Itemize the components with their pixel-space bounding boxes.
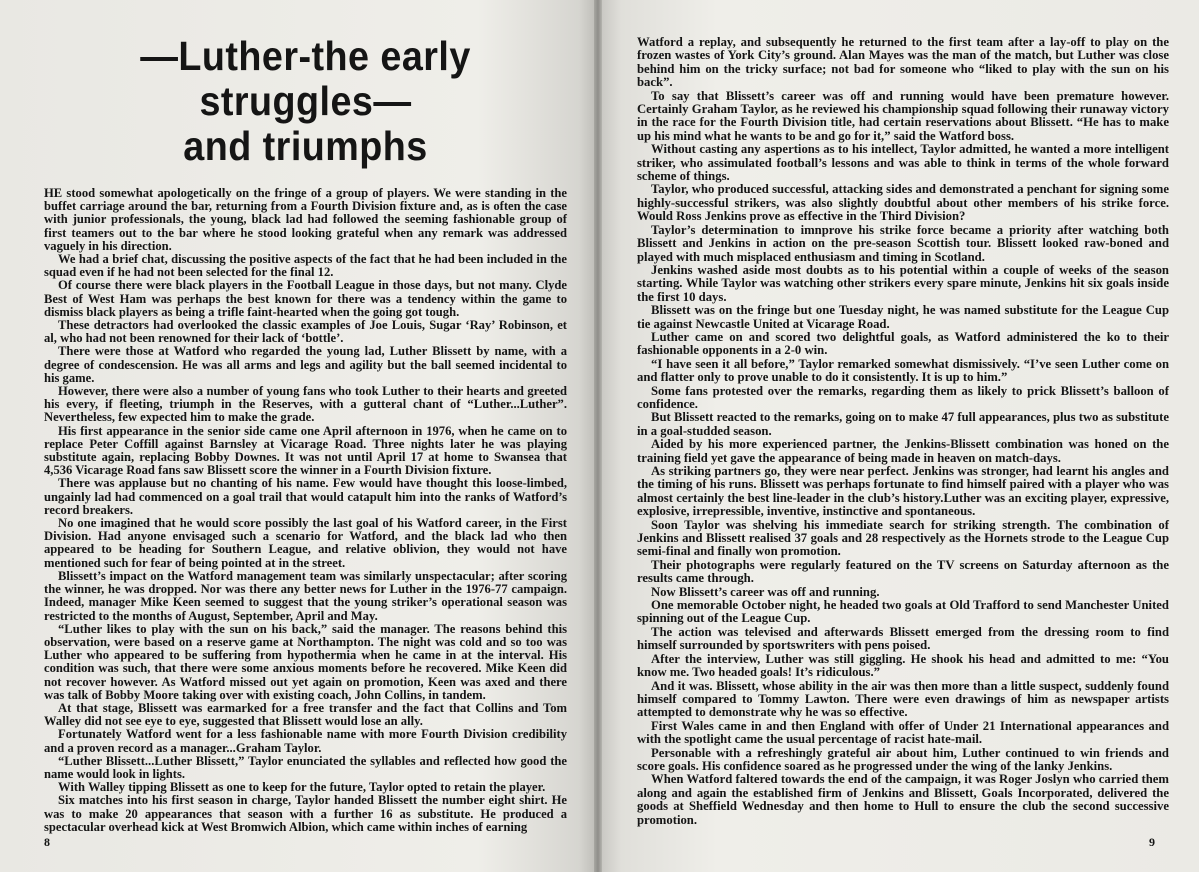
paragraph: Aided by his more experienced partner, the Jenkins-Blissett combination was honed on the training field yet gave the appearance of being made in heaven on match-days. — [637, 437, 1169, 465]
right-page-body — [637, 36, 1169, 827]
page-number: 8 — [44, 835, 50, 849]
paragraph: We had a brief chat, discussing the positive aspects of the fact that he had been included in the squad even if he had not been selected for the final 12. — [44, 252, 567, 280]
paragraph: As striking partners go, they were near perfect. Jenkins was stronger, had learnt his angles and the timing of his runs. Blissett was perhaps fortunate to find himself paired with a player who was almost certainly the best line-leader in the club’s history.Luther was an exciting player, expressive, explosive, irrepressible, inventive, instinctive and spontaneous. — [637, 464, 1169, 519]
paragraph: “Luther Blissett...Luther Blissett,” Taylor enunciated the syllables and reflected how good the name would look in lights. — [44, 753, 567, 781]
paragraph: The action was televised and afterwards Blissett emerged from the dressing room to find himself surrounded by sportswriters with pens poised. — [637, 624, 1169, 653]
paragraph: There was applause but no chanting of his name. Few would have thought this loose-limbed, ungainly lad had commenced on a goal trail that would catapult him into the ranks of Watford’s record breakers. — [44, 476, 567, 517]
paragraph: HE stood somewhat apologetically on the fringe of a group of players. We were standing in the buffet carriage around the bar, returning from a Fourth Division fixture and, as is often the case with junior professionals, the young, black lad had followed the seeming fashionable group of first teamers out to the bar where he stood looking grateful when any remark was addressed vaguely in his direction. — [44, 186, 567, 253]
paragraph: First Wales came in and then England with offer of Under 21 International appearances and with the spotlight came the usual percentage of racist hate-mail. — [637, 718, 1169, 747]
paragraph: When Watford faltered towards the end of the campaign, it was Roger Joslyn who carried them along and again the established firm of Jenkins and Blissett, Goals Incorporated, delivered the goods at Sheffield Wednesday and then home to Hull to ensure the club the second successive promotion. — [637, 772, 1169, 827]
paragraph: No one imagined that he would score possibly the last goal of his Watford career, in the First Division. Had anyone envisaged such a scenario for Watford, and the black lad who then appeared to be heading for Southern League, and relative oblivion, they would not have mentioned such for fear of being pointed at in the street. — [44, 516, 567, 570]
paragraph: At that stage, Blissett was earmarked for a free transfer and the fact that Collins and Tom Walley did not see eye to eye, suggested that Blissett would lose an ally. — [44, 700, 567, 729]
paragraph: Fortunately Watford went for a less fashionable name with more Fourth Division credibility and a proven record as a manager...Graham Taylor. — [44, 727, 567, 755]
paragraph: Blissett’s impact on the Watford management team was similarly unspectacular; after scoring the winner, he was dropped. Nor was there any better news for Luther in the 1976-77 campaign. Indeed, manager Mike Keen seemed to suggest that the young striker’s operational season was restricted to the months of August, September, April and May. — [44, 568, 567, 623]
paragraph: One memorable October night, he headed two goals at Old Trafford to send Manchester United spinning out of the League Cup. — [637, 598, 1169, 626]
paragraph: His first appearance in the senior side came one April afternoon in 1976, when he came on to replace Peter Coffill against Barnsley at Vicarage Road. Three nights later he was playing substitute again, replacing Bobby Downes. It was not until April 17 at home to Swansea that 4,536 Vicarage Road fans saw Blissett score the winner in a Fourth Division fixture. — [44, 423, 567, 478]
paragraph: Of course there were black players in the Football League in those days, but not many. Clyde Best of West Ham was perhaps the best known for there was a tendency within the game to dismiss black players as being a trifle faint-hearted when the going got tough. — [44, 278, 567, 319]
paragraph: Their photographs were regularly featured on the TV screens on Saturday afternoon as the results came through. — [637, 557, 1169, 586]
page-number: 9 — [1149, 835, 1155, 849]
paragraph: After the interview, Luther was still giggling. He shook his head and admitted to me: “You know me. Two headed goals! It’s ridiculous.” — [637, 651, 1169, 680]
paragraph: Soon Taylor was shelving his immediate search for striking strength. The combination of Jenkins and Blissett realised 37 goals and 28 respectively as the Hornets strode to the League Cup semi-final and finally won promotion. — [637, 517, 1169, 559]
paragraph: “I have seen it all before,” Taylor remarked somewhat dismissively. “I’ve seen Luther come on and flatter only to prove unable to do it consistently. It is up to him.” — [637, 356, 1169, 385]
paragraph: Taylor, who produced successful, attacking sides and demonstrated a penchant for signing some highly-successful strikers, was also slightly doubtful about other members of his strike force. Would Ross Jenkins prove as effective in the Third Division? — [637, 182, 1169, 224]
paragraph: But Blissett reacted to the remarks, going on to make 47 full appearances, plus two as substitute in a goal-studded season. — [637, 410, 1169, 438]
paragraph: Blissett was on the fringe but one Tuesday night, he was named substitute for the League Cup tie against Newcastle United at Vicarage Road. — [637, 303, 1169, 331]
paragraph: And it was. Blissett, whose ability in the air was then more than a little suspect, suddenly found himself compared to Tommy Lawton. There were even drawings of him as newspaper artists attempted to demonstrate why he was so effective. — [637, 678, 1169, 720]
paragraph: Watford a replay, and subsequently he returned to the first team after a lay-off to play on the frozen wastes of York City’s ground. Alan Mayes was the man of the match, but Luther was close behind him on the tricky surface; not bad for someone who “liked to play with the sun on his back”. — [637, 35, 1169, 90]
binding-gutter — [594, 0, 602, 872]
paragraph: With Walley tipping Blissett as one to keep for the future, Taylor opted to retain the player. — [58, 780, 546, 795]
paragraph: However, there were also a number of young fans who took Luther to their hearts and greeted his every, if fleeting, triumph in the Reserves, with a gutteral chant of “Luther...Luther”. Nevertheless, few expected him to make the grade. — [44, 384, 567, 425]
paragraph: Jenkins washed aside most doubts as to his potential within a couple of weeks of the season starting. While Taylor was watching other strikers every spare minute, Jenkins hit six goals inside the first 10 days. — [637, 262, 1169, 304]
paragraph: Six matches into his first season in charge, Taylor handed Blissett the number eight shirt. He was to make 20 appearances that season with a further 16 as substitute. He produced a spectacular overhead kick at West Bromwich Albion, which came within inches of earning — [44, 793, 567, 834]
title-line-2: and triumphs — [183, 123, 428, 169]
paragraph: Now Blissett’s career was off and running. — [651, 584, 880, 599]
paragraph: To say that Blissett’s career was off and running would have been premature however. Certainly Graham Taylor, as he reviewed his championship squad following their runaway victory in the race for the Fourth Division title, had certain reservations about Blissett. “He has to make up his mind what he wants to be and go for it,” said the Watford boss. — [637, 88, 1169, 143]
paragraph: Luther came on and scored two delightful goals, as Watford administered the ko to their fashionable opponents in a 2-0 win. — [637, 329, 1169, 358]
paragraph: Some fans protested over the remarks, regarding them as likely to prick Blissett’s balloon of confidence. — [637, 383, 1169, 411]
right-page — [597, 0, 1199, 872]
paragraph: Personable with a refreshingly grateful air about him, Luther continued to win friends and score goals. His confidence soared as he progressed under the wing of the lanky Jenkins. — [637, 745, 1169, 773]
paragraph: Taylor’s determination to imnprove his strike force became a priority after watching both Blissett and Jenkins in action on the pre-season Scottish tour. Blissett looked raw-boned and played with much misplaced enthusiasm and timing in Scotland. — [637, 222, 1169, 264]
paragraph: These detractors had overlooked the classic examples of Joe Louis, Sugar ‘Ray’ Robinson, et al, who had not been renowned for their lack of ‘bottle’. — [44, 318, 567, 346]
paragraph: There were those at Watford who regarded the young lad, Luther Blissett by name, with a degree of condescension. He was all arms and legs and agility but the ball seemed incidental to his game. — [44, 344, 567, 385]
paragraph: “Luther likes to play with the sun on his back,” said the manager. The reasons behind this observation, were based on a reserve game at Northampton. The night was cold and so too was Luther who appeared to be suffering from hypothermia when he came in at the interval. His condition was such, that there were some anxious moments before he recovered. Mike Keen did not recover however. As Watford missed out yet again on promotion, Keen was axed and there was talk of Bobby Moore taking over with existing coach, John Collins, in tandem. — [44, 621, 567, 702]
left-page-body — [44, 187, 567, 834]
left-page — [0, 0, 597, 872]
paragraph: Without casting any aspertions as to his intellect, Taylor admitted, he wanted a more intelligent striker, who assimulated football’s lessons and was able to think in terms of the whole forward scheme of things. — [637, 142, 1169, 184]
title-line-1: —Luther-the early struggles— — [140, 33, 471, 124]
article-title — [65, 34, 546, 169]
